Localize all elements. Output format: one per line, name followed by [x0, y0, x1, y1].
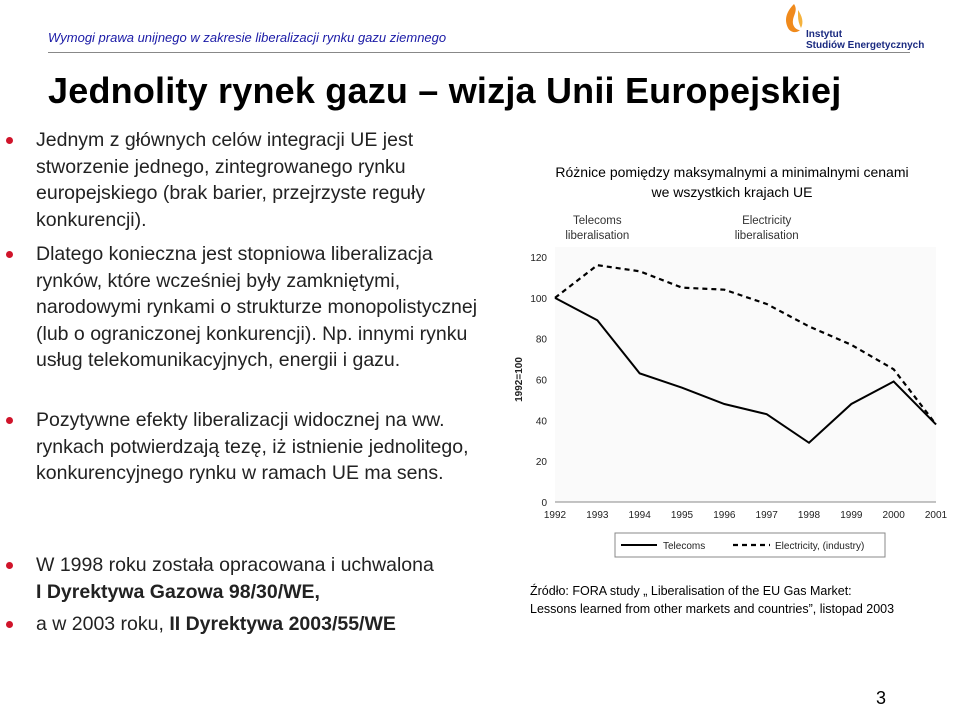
chart-heading — [505, 162, 959, 202]
header-divider — [48, 52, 910, 53]
logo-line-1: Instytut — [806, 29, 924, 40]
bullet-text: Pozytywne efekty liberalizacji widocznej na ww. rynkach potwierdzają tezę, iż istnienie jednolitego, konkurencyjnego rynku w ramach UE ma sens. — [36, 409, 469, 484]
header-title: Wymogi prawa unijnego w zakresie liberalizacji rynku gazu ziemnego — [48, 30, 446, 45]
directive-1: I Dyrektywa Gazowa 98/30/WE, — [36, 581, 320, 603]
legend-label: Telecoms — [663, 541, 705, 552]
annotation-line-1: Telecoms — [573, 215, 622, 227]
plot-area — [555, 247, 936, 502]
bullet-item-2 — [36, 241, 496, 374]
directive-2: II Dyrektywa 2003/55/WE — [169, 613, 396, 635]
logo-text — [806, 29, 924, 51]
y-tick-label: 80 — [536, 335, 548, 346]
y-tick-label: 100 — [530, 294, 547, 305]
x-tick-label: 1996 — [713, 510, 736, 521]
bullet-dot — [6, 137, 13, 144]
source-line-1: Źródło: FORA study „ Liberalisation of the EU Gas Market: — [530, 582, 950, 600]
annotation-line-2: liberalisation — [565, 230, 629, 242]
y-tick-label: 40 — [536, 416, 548, 427]
chart-heading-line-2: we wszystkich krajach UE — [505, 182, 959, 202]
x-tick-label: 2000 — [883, 510, 906, 521]
annotation-line-1: Electricity — [742, 215, 791, 227]
bullet-item-1 — [36, 127, 496, 233]
x-tick-label: 1993 — [586, 510, 609, 521]
bullet-dot — [6, 251, 13, 258]
y-tick-label: 20 — [536, 457, 548, 468]
bullet-text: W 1998 roku została opracowana i uchwalona — [36, 554, 434, 576]
bullet-dot — [6, 417, 13, 424]
chart-heading-line-1: Różnice pomiędzy maksymalnymi a minimalnymi cenami — [505, 162, 959, 182]
bullet-dot — [6, 562, 13, 569]
source-line-2: Lessons learned from other markets and countries”, listopad 2003 — [530, 600, 950, 618]
bullet-text: Dlatego konieczna jest stopniowa liberalizacja rynków, które wcześniej były zamkniętymi, narodowymi rynkami o strukturze monopolistycznej (lub o ograniczonej konkurencji). Np. innymi rynku usług telekomunikacyjnych, energii i gazu. — [36, 243, 477, 371]
x-tick-label: 1999 — [840, 510, 863, 521]
x-tick-label: 1998 — [798, 510, 821, 521]
logo-line-2: Studiów Energetycznych — [806, 40, 924, 51]
flame-icon — [782, 2, 806, 36]
y-axis-label: 1992=100 — [514, 357, 525, 402]
bullet-item-5 — [36, 611, 506, 638]
x-tick-label: 1995 — [671, 510, 694, 521]
x-tick-label: 2001 — [925, 510, 948, 521]
annotation-line-2: liberalisation — [735, 230, 799, 242]
page-title: Jednolity rynek gazu – wizja Unii Europejskiej — [48, 70, 918, 112]
line-chart — [500, 205, 955, 565]
source-note — [530, 582, 950, 618]
bullet-item-4 — [36, 552, 506, 605]
bullet-item-3 — [36, 407, 496, 487]
y-tick-label: 120 — [530, 253, 547, 264]
bullet-text: Jednym z głównych celów integracji UE jest stworzenie jednego, zintegrowanego rynku europejskiego (brak barier, przejrzyste reguły konkurencji). — [36, 129, 425, 231]
x-tick-label: 1992 — [544, 510, 567, 521]
bullet-text: a w 2003 roku, — [36, 613, 169, 635]
y-tick-label: 60 — [536, 376, 548, 387]
legend-label: Electricity, (industry) — [775, 541, 864, 552]
x-tick-label: 1997 — [756, 510, 779, 521]
x-tick-label: 1994 — [629, 510, 652, 521]
page-number: 3 — [876, 688, 886, 709]
y-tick-label: 0 — [541, 498, 547, 509]
bullet-dot — [6, 621, 13, 628]
